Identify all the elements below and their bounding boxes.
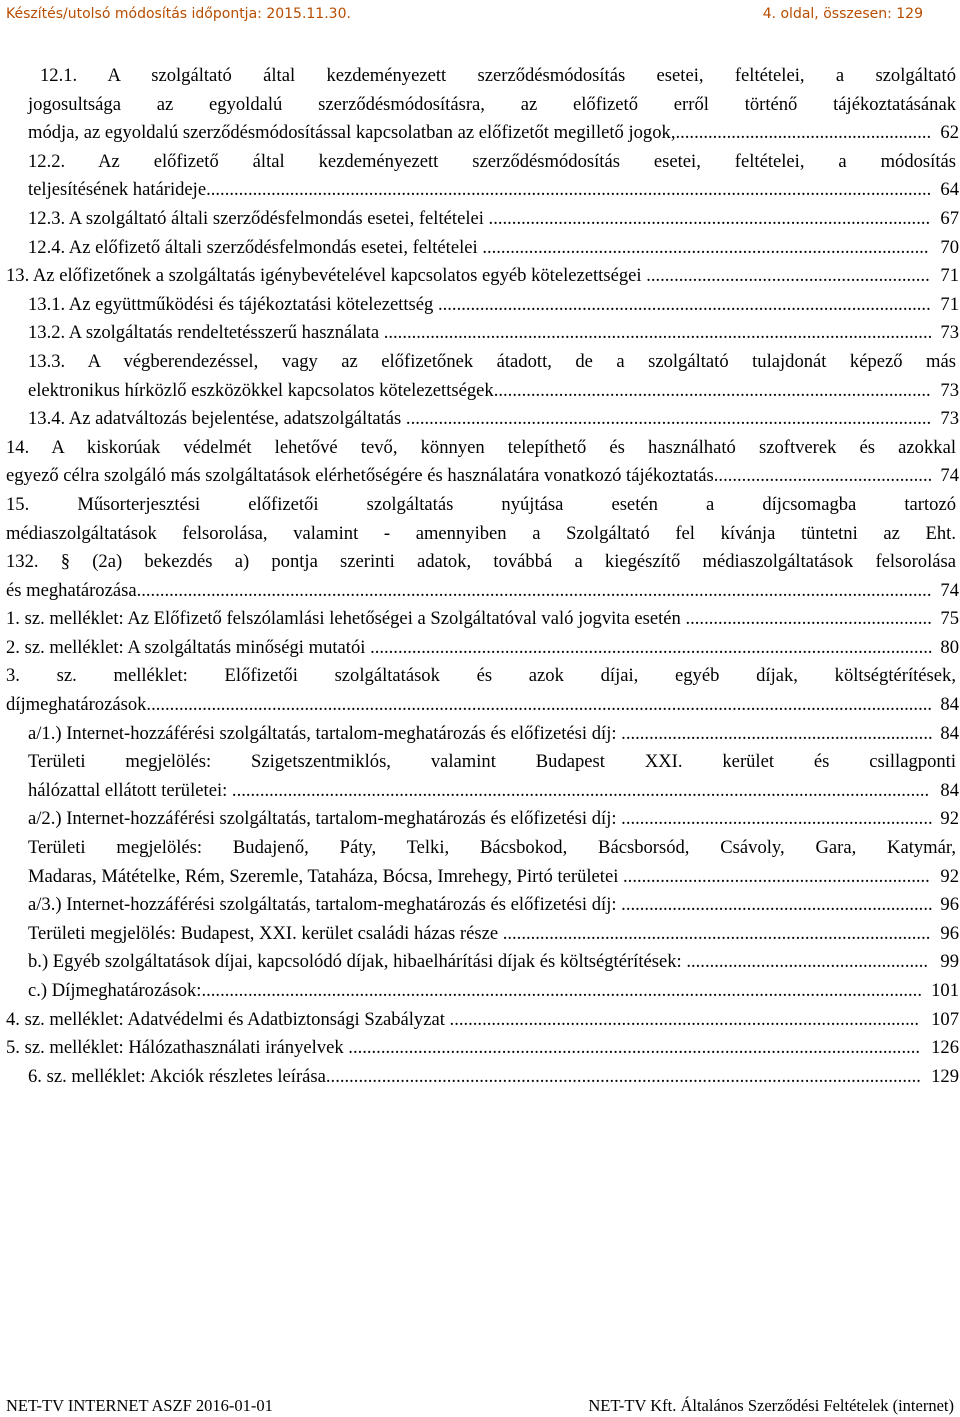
header-modification-date: Készítés/utolsó módosítás időpontja: 2015.11.30. <box>6 6 351 22</box>
toc-entry-page-number: 74 <box>940 465 959 487</box>
toc-entry-page-number: 92 <box>940 865 959 887</box>
toc-entry-page-number: 96 <box>940 894 959 916</box>
toc-entry-text: 5. sz. melléklet: Hálózathasználati irányelvek ........................................................................................................................... <box>6 1037 921 1059</box>
toc-entry-text: Területi megjelölés: Szigetszentmiklós, valamint Budapest XXI. kerület és csillagponti <box>28 751 956 773</box>
toc-entry-page-number: 74 <box>940 579 959 601</box>
toc-entry[interactable] <box>0 91 960 120</box>
toc-entry-page-number: 67 <box>940 207 959 229</box>
toc-entry[interactable] <box>0 691 960 720</box>
toc-entry-page-number: 99 <box>940 951 959 973</box>
toc-entry[interactable] <box>0 634 960 663</box>
toc-entry[interactable] <box>0 805 960 834</box>
toc-entry-text: a/3.) Internet-hozzáférési szolgáltatás, tartalom-meghatározás és előfizetési díj: ................................................................... <box>28 894 933 916</box>
toc-entry-text: 1. sz. melléklet: Az Előfizető felszólamlási lehetőségei a Szolgáltatóval való jogvita esetén ..................................................... <box>6 608 932 630</box>
header-page-counter: 4. oldal, összesen: 129 <box>762 6 923 22</box>
toc-entry[interactable] <box>0 262 960 291</box>
toc-entry-text: 13. Az előfizetőnek a szolgáltatás igénybevételével kapcsolatos egyéb kötelezettségei ............................................................. <box>6 265 930 287</box>
toc-entry[interactable] <box>0 948 960 977</box>
toc-entry[interactable] <box>0 920 960 949</box>
toc-entry[interactable] <box>0 777 960 806</box>
toc-entry-page-number: 84 <box>940 722 959 744</box>
toc-entry-text: 132. § (2a) bekezdés a) pontja szerinti adatok, továbbá a kiegészítő médiaszolgáltatások felsorolása <box>6 551 956 573</box>
toc-entry[interactable] <box>0 1006 960 1035</box>
footer-document-title: NET-TV Kft. Általános Szerződési Feltételek (internet) <box>588 1396 954 1415</box>
table-of-contents <box>0 62 960 1091</box>
toc-entry-page-number: 126 <box>931 1037 959 1059</box>
toc-entry-text: 12.2. Az előfizető által kezdeményezett szerződésmódosítás esetei, feltételei, a módosítás <box>28 150 956 172</box>
toc-entry-text: módja, az egyoldalú szerződésmódosítással kapcsolatban az előfizetőt megillető jogok,....................................................... <box>28 122 932 144</box>
toc-entry-page-number: 71 <box>940 293 959 315</box>
toc-entry-text: egyező célra szolgáló más szolgáltatások elérhetőségére és használatára vonatkozó tájékoztatás............................................... <box>6 465 933 487</box>
toc-entry[interactable] <box>0 291 960 320</box>
toc-entry[interactable] <box>0 119 960 148</box>
toc-entry[interactable] <box>0 176 960 205</box>
toc-entry-text: a/2.) Internet-hozzáférési szolgáltatás, tartalom-meghatározás és előfizetési díj: ................................................................... <box>28 808 933 830</box>
toc-entry-page-number: 107 <box>931 1008 959 1030</box>
toc-entry[interactable] <box>0 977 960 1006</box>
toc-entry-text: 4. sz. melléklet: Adatvédelmi és Adatbiztonsági Szabályzat ..................................................................................................... <box>6 1008 920 1030</box>
toc-entry-page-number: 75 <box>940 608 959 630</box>
toc-entry-page-number: 80 <box>940 636 959 658</box>
toc-entry-page-number: 64 <box>940 179 959 201</box>
page-header <box>0 0 960 30</box>
toc-entry-page-number: 73 <box>940 379 959 401</box>
toc-entry[interactable] <box>0 548 960 577</box>
toc-entry-text: 13.2. A szolgáltatás rendeltetésszerű használata ...................................................................................................................... <box>28 322 933 344</box>
toc-entry-text: Területi megjelölés: Budapest, XXI. kerület családi házas része ............................................................................................ <box>28 922 931 944</box>
toc-entry[interactable] <box>0 748 960 777</box>
toc-entry[interactable] <box>0 462 960 491</box>
toc-entry-page-number: 92 <box>940 808 959 830</box>
toc-entry-text: médiaszolgáltatások felsorolása, valamint - amennyiben a Szolgáltató fel kívánja tüntetni az Eht. <box>6 522 956 544</box>
toc-entry-page-number: 73 <box>940 408 959 430</box>
toc-entry[interactable] <box>0 491 960 520</box>
toc-entry-text: elektronikus hírközlő eszközökkel kapcsolatos kötelezettségek.............................................................................................. <box>28 379 931 401</box>
toc-entry[interactable] <box>0 405 960 434</box>
toc-entry-page-number: 73 <box>940 322 959 344</box>
toc-entry[interactable] <box>0 62 960 91</box>
toc-entry-text: c.) Díjmeghatározások:........................................................................................................................................................... <box>28 980 922 1001</box>
toc-entry-text: hálózattal ellátott területei: ...................................................................................................................................................... <box>28 779 930 801</box>
toc-entry-page-number: 62 <box>940 122 959 144</box>
footer-document-code: NET-TV INTERNET ASZF 2016-01-01 <box>6 1396 273 1415</box>
toc-entry-page-number: 96 <box>940 922 959 944</box>
toc-entry[interactable] <box>0 148 960 177</box>
toc-entry-page-number: 70 <box>940 236 959 258</box>
toc-entry[interactable] <box>0 577 960 606</box>
toc-entry-text: 2. sz. melléklet: A szolgáltatás minőségi mutatói ......................................................................................................................... <box>6 636 933 658</box>
toc-entry-text: 12.4. Az előfizető általi szerződésfelmondás esetei, feltételei ................................................................................................ <box>28 236 929 258</box>
toc-entry-text: Területi megjelölés: Budajenő, Páty, Telki, Bácsbokod, Bácsborsód, Csávoly, Gara, Katymár, <box>28 837 956 859</box>
toc-entry[interactable] <box>0 605 960 634</box>
toc-entry-text: jogosultsága az egyoldalú szerződésmódosításra, az előfizető erről történő tájékoztatásának <box>28 93 956 115</box>
toc-entry-page-number: 129 <box>931 1065 959 1087</box>
toc-entry-text: Madaras, Mátételke, Rém, Szeremle, Tataháza, Bócsa, Imrehegy, Pirtó területei .................................................................. <box>28 865 930 887</box>
toc-entry-page-number: 84 <box>940 694 959 716</box>
toc-entry-text: 13.3. A végberendezéssel, vagy az előfizetőnek átadott, de a szolgáltató tulajdonát képező más <box>28 350 956 372</box>
toc-entry[interactable] <box>0 319 960 348</box>
toc-entry[interactable] <box>0 662 960 691</box>
toc-entry-text: 14. A kiskorúak védelmét lehetővé tevő, könnyen telepíthető és használható szoftverek és azokkal <box>6 436 956 458</box>
toc-entry[interactable] <box>0 377 960 406</box>
toc-entry-page-number: 101 <box>931 980 959 1001</box>
toc-entry[interactable] <box>0 891 960 920</box>
toc-entry-text: 6. sz. melléklet: Akciók részletes leírása................................................................................................................................ <box>28 1065 921 1087</box>
toc-entry-text: 13.1. Az együttműködési és tájékoztatási kötelezettség .......................................................................................................... <box>28 293 931 315</box>
toc-entry[interactable] <box>0 348 960 377</box>
toc-entry[interactable] <box>0 1034 960 1063</box>
toc-entry[interactable] <box>0 834 960 863</box>
toc-entry-page-number: 84 <box>940 779 959 801</box>
toc-entry-text: 12.1. A szolgáltató által kezdeményezett szerződésmódosítás esetei, feltételei, a szolgáltató <box>40 65 956 86</box>
toc-entry[interactable] <box>0 1063 960 1092</box>
toc-entry[interactable] <box>0 520 960 549</box>
toc-entry-text: a/1.) Internet-hozzáférési szolgáltatás, tartalom-meghatározás és előfizetési díj: ................................................................... <box>28 722 933 744</box>
toc-entry[interactable] <box>0 863 960 892</box>
toc-entry-text: és meghatározása........................................................................................................................................................................... <box>6 579 932 601</box>
toc-entry[interactable] <box>0 720 960 749</box>
toc-entry[interactable] <box>0 205 960 234</box>
toc-entry[interactable] <box>0 434 960 463</box>
toc-entry-page-number: 71 <box>940 265 959 287</box>
toc-entry-text: 15. Műsorterjesztési előfizetői szolgáltatás nyújtása esetén a díjcsomagba tartozó <box>6 493 956 515</box>
toc-entry-text: díjmeghatározások......................................................................................................................................................................... <box>6 694 933 716</box>
toc-entry-text: 12.3. A szolgáltató általi szerződésfelmondás esetei, feltételei ............................................................................................... <box>28 207 931 229</box>
toc-entry-text: 13.4. Az adatváltozás bejelentése, adatszolgáltatás ................................................................................................................. <box>28 408 932 430</box>
toc-entry-text: teljesítésének határideje............................................................................................................................................................ <box>28 179 932 201</box>
toc-entry-text: b.) Egyéb szolgáltatások díjai, kapcsolódó díjak, hibaelhárítási díjak és költségtérítések: .................................................... <box>28 951 929 973</box>
toc-entry-text: 3. sz. melléklet: Előfizetői szolgáltatások és azok díjai, egyéb díjak, költségtérítések, <box>6 665 956 687</box>
toc-entry[interactable] <box>0 234 960 263</box>
